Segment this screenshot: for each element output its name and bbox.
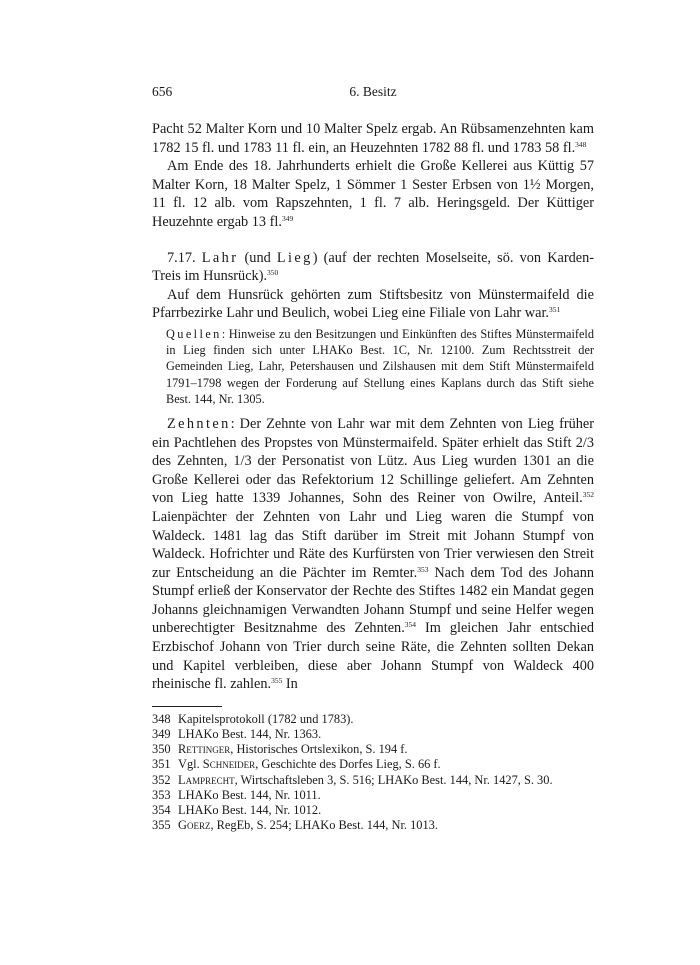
footnote-ref[interactable]: 351	[549, 305, 561, 315]
section-heading: 7.17. Lahr (und Lieg) (auf der rechten Moselseite, sö. von Karden-Treis im Hunsrück).$^{350}$	[152, 249, 595, 285]
book-page	[152, 84, 594, 833]
chapter-title: 6. Besitz	[349, 84, 397, 99]
main-text	[152, 120, 594, 694]
author-name: Rettinger	[178, 742, 231, 757]
paragraph: Zehnten: Der Zehnte von Lahr war mit dem Zehnten von Lieg früher ein Pachtlehen des Propstes von Münstermaifeld. Später erhielt das Stift 2/3 des Zehnten, 1/3 der Personatist von Lütz. Aus Lieg wurden 1301 an die Große Kellerei oder das Refektorium 12 Schillinge geliefert. Am Zehnten von Lieg hatte 1339 Johannes, Sohn des Reiner von Owilre, Anteil.$^{352}$ Laienpächter der Zehnten von Lahr und Lieg waren die Stumpf von Waldeck. 1481 lag das Stift darüber im Streit mit Johann Stumpf von Waldeck. Hofrichter und Räte des Kurfürsten von Trier verwiesen den Streit zur Entscheidung an die Pächter im Remter.$^{353}$ Nach dem Tod des Johann Stumpf erließ der Konservator der Rechte des Stiftes 1482 ein Mandat gegen Johanns gleichnamigen Verwandten Johann Stumpf und seine Helfer wegen unberechtigter Besitznahme des Zehnten.$^{354}$ Im gleichen Jahr entschied Erzbischof Johann von Trier durch seine Räte, die Zehnten sollten Dekan und Kapitel verbleiben, diese aber Johann Stumpf von Waldeck 400 rheinische fl. zahlen.$^{355}$ In	[152, 415, 594, 693]
footnote-ref[interactable]: 354	[404, 620, 417, 630]
footnote-ref[interactable]: 355	[271, 676, 283, 686]
footnotes	[152, 712, 594, 834]
footnote: 353 LHAKo Best. 144, Nr. 1011.	[152, 787, 321, 802]
place-name: Lahr	[201, 249, 239, 266]
paragraph: Auf dem Hunsrück gehörten zum Stiftsbesitz von Münstermaifeld die Pfarrbezirke Lahr und Beulich, wobei Lieg eine Filiale von Lahr war.$^{351}$	[152, 286, 594, 322]
footnote: 354 LHAKo Best. 144, Nr. 1012.	[152, 803, 322, 818]
author-name: Lamprecht	[178, 772, 235, 787]
author-name: Schneider	[202, 757, 256, 772]
footnote-ref[interactable]: 350	[267, 268, 279, 278]
footnote-ref[interactable]: 349	[281, 213, 294, 223]
sources-note: Quellen: Hinweise zu den Besitzungen und Einkünften des Stiftes Münstermaifeld in Lieg finden sich unter LHAKo Best. 1C, Nr. 12100. Zum Rechtsstreit der Gemeinden Lieg, Lahr, Petershausen und Zilshausen mit dem Stift Münstermaifeld 1791–1798 wegen der Forderung auf Stellung eines Kaplans durch das Stift siehe Best. 144, Nr. 1305.	[166, 326, 594, 406]
sources-label: Quellen	[166, 326, 222, 341]
zehnten-label: Zehnten	[167, 415, 231, 432]
paragraph: Pacht 52 Malter Korn und 10 Malter Spelz ergab. An Rübsamenzehnten kam 1782 15 fl. und 1783 11 fl. ein, an Heuzehnten 1782 88 fl. und 1783 58 fl.$^{348}$	[152, 121, 594, 156]
footnote: 351 Vgl. Schneider, Geschichte des Dorfes Lieg, S. 66 f.	[152, 757, 441, 772]
footnote: 350 Rettinger, Historisches Ortslexikon, S. 194 f.	[152, 742, 408, 757]
running-header	[152, 84, 594, 106]
footnote-divider	[152, 706, 222, 707]
footnote: 352 Lamprecht, Wirtschaftsleben 3, S. 516; LHAKo Best. 144, Nr. 1427, S. 30.	[152, 772, 553, 787]
footnote-ref[interactable]: 352	[582, 490, 594, 500]
place-name: Lieg	[276, 249, 313, 266]
author-name: Goerz	[178, 818, 211, 833]
paragraph: Am Ende des 18. Jahrhunderts erhielt die Große Kellerei aus Küttig 57 Malter Korn, 18 Malter Spelz, 1 Sömmer 1 Sester Erbsen von 1½ Morgen, 11 fl. 12 alb. vom Rapszehnten, 1 fl. 7 alb. Heringsgeld. Der Küttiger Heuzehnte ergab 13 fl.$^{349}$	[152, 158, 594, 230]
footnote: 355 Goerz, RegEb, S. 254; LHAKo Best. 144, Nr. 1013.	[152, 818, 438, 833]
footnote-ref[interactable]: 353	[417, 564, 429, 574]
page-number: 656	[152, 84, 173, 99]
footnote: 348 Kapitelsprotokoll (1782 und 1783).	[152, 711, 354, 726]
footnote: 349 LHAKo Best. 144, Nr. 1363.	[152, 727, 322, 742]
footnote-ref[interactable]: 348	[575, 139, 587, 149]
